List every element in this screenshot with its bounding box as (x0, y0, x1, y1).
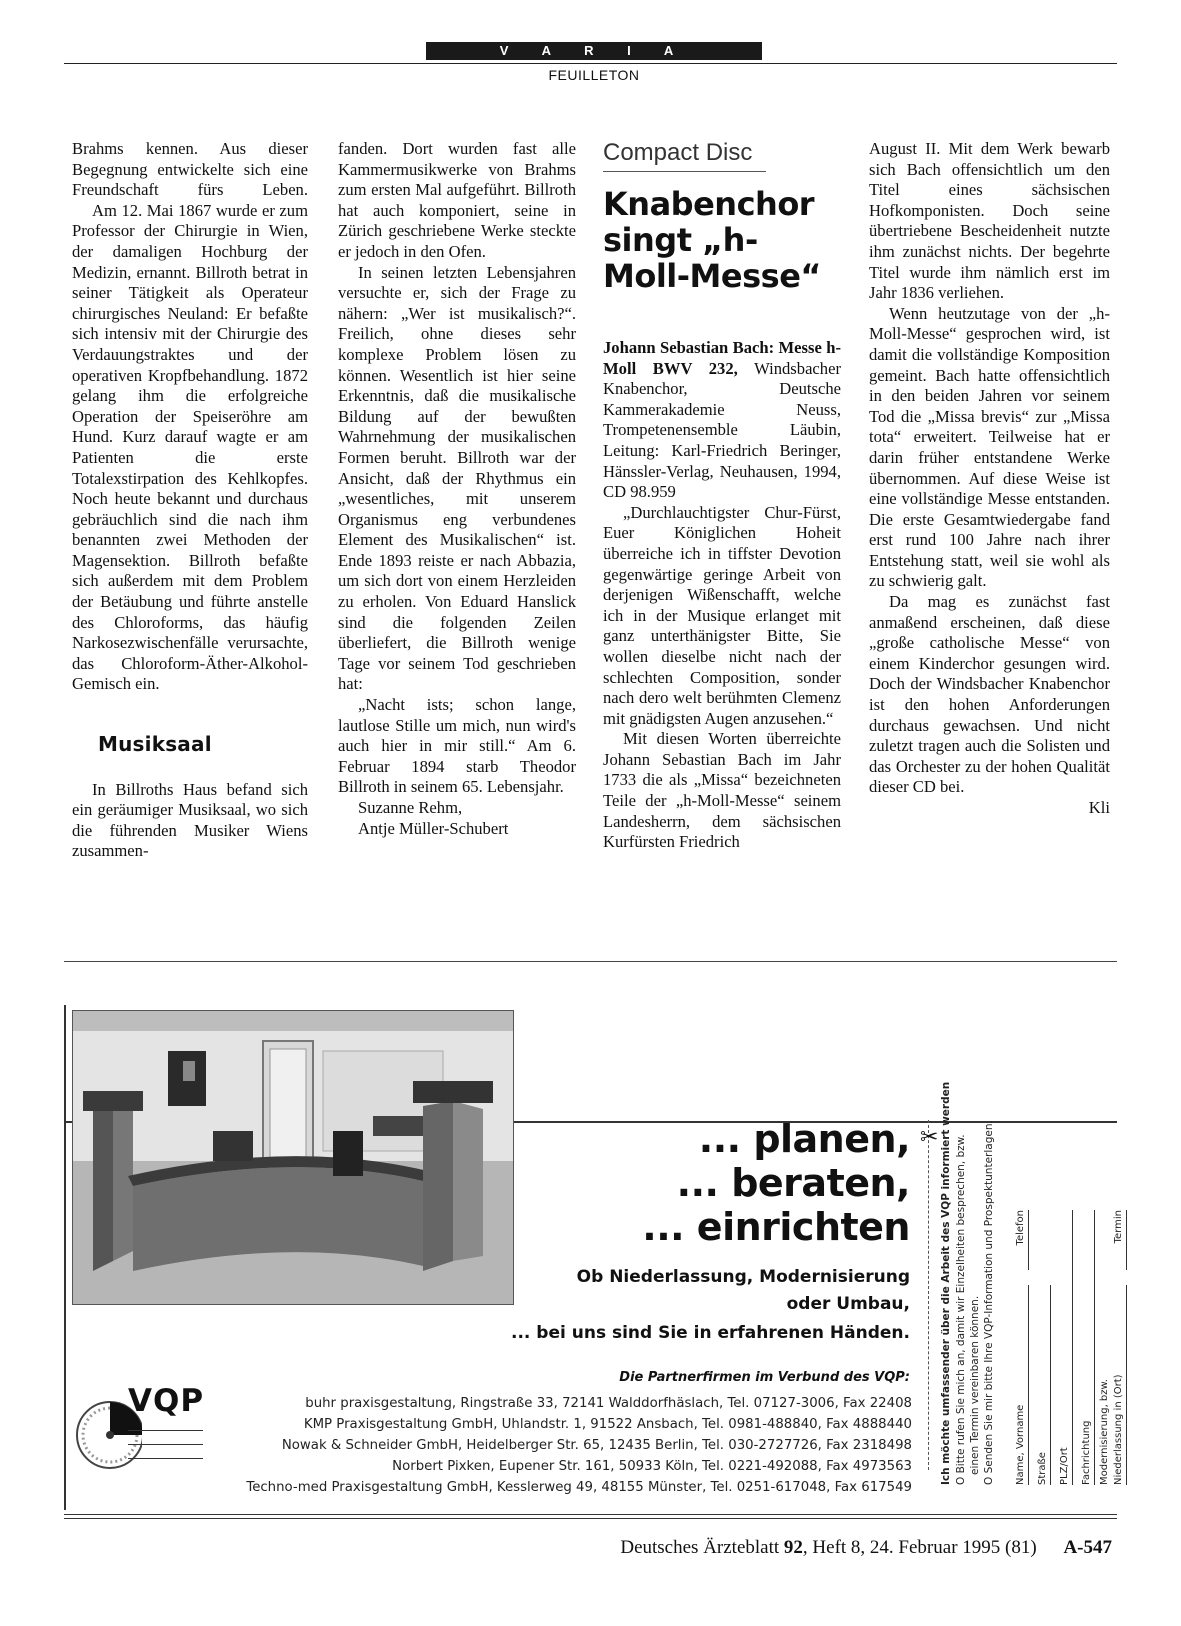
partner-list (225, 1393, 912, 1498)
ad-bottom-rule (64, 1514, 1117, 1515)
paragraph: Am 12. Mai 1867 wurde er zum Professor der Chirurgie in Wien, der damaligen Hochburg der Medizin, ernannt. Billroth betrat in seiner Tätigkeit als Operateur chirurgisches Neuland: Er befaßte sich intensiv mit der Chirurgie des Verdauungstraktes und der operativen Kropfbehandlung. 1872 gelang ihm die erfolgreiche Operation der Speiseröhre am Hund. Kurz darauf wagte er am Patienten die erste Totalexstirpation des Kehlkopfes. Noch heute bekannt und durchaus gebräuchlich sind die nach ihm benannten zwei Methoden der Magensektion. Billroth befaßte sich außerdem mit dem Problem der Betäubung und führte anstelle des Chloroforms, das häufig Narkosezwischenfälle verursachte, das Chloroform-Äther-Alkohol-Gemisch ein. (72, 200, 308, 694)
journal-name: Deutsches Ärzteblatt (620, 1537, 780, 1558)
paragraph: „Nacht ists; schon lange, lautlose Stille um mich, nun wird's auch hier in mir still.“ Am 6. Februar 1894 starb Theodor Billroth in seinem 65. Lebensjahr. (338, 695, 576, 797)
article-column-1 (72, 139, 308, 862)
ad-slogan-line-3: ... einrichten (642, 1205, 910, 1249)
author-line: Suzanne Rehm, (358, 798, 463, 817)
coupon-option[interactable]: O Bitte rufen Sie mich an, damit wir Einzelheiten besprechen, bzw. (955, 1134, 967, 1485)
ad-subline-1: Ob Niederlassung, Modernisierung (576, 1267, 910, 1287)
scissors-icon: ✂ (920, 1125, 939, 1150)
page-footer (560, 1537, 1112, 1559)
section-divider (64, 961, 1117, 962)
author-initials: Kli (1088, 798, 1110, 817)
modernization-label: Modernisierung, bzw. (1099, 1379, 1110, 1485)
coupon-option[interactable]: O Senden Sie mir bitte Ihre VQP-Information und Prospektunterlagen. (983, 1120, 995, 1485)
volume-number: 92 (783, 1537, 803, 1558)
paragraph: Da mag es zunächst fast anmaßend erscheinen, daß diese „große catholische Messe“ von einem Kinderchor gesungen wird. Doch der Windsbacher Knabenchor ist den hohen Anforderungen durchaus gewachsen. Und nicht zuletzt tragen auch die Solisten und das Orchester zu der hohen Qualität dieser CD bei. (869, 592, 1110, 797)
section-bar: V A R I A (426, 42, 762, 60)
paragraph: In Billroths Haus befand sich ein geräumiger Musiksaal, wo sich die führenden Musiker Wiens zusammen- (72, 779, 308, 861)
issue-info: , Heft 8, 24. Februar 1995 (81) (802, 1537, 1037, 1558)
city-field[interactable]: PLZ/Ort (1058, 1210, 1073, 1485)
name-field[interactable]: Name, Vorname (1014, 1285, 1029, 1485)
paragraph: August II. Mit dem Werk bewarb sich Bach offensichtlich um den Titel eines sächsischen Hofkomponisten. Doch seine übertriebene Bescheidenheit nutzte ihm zunächst nichts. Der begehrte Titel wurde ihm nämlich erst im Jahr 1836 verliehen. (869, 139, 1110, 303)
appointment-field[interactable]: Termin (1112, 1210, 1127, 1270)
vqp-logo-text: VQP (128, 1383, 205, 1419)
ad-bottom-rule-2 (64, 1518, 1117, 1519)
rubric-label: Compact Disc (603, 139, 753, 166)
paragraph: fanden. Dort wurden fast alle Kammermusikwerke von Brahms zum ersten Mal aufgeführt. Billroth hat auch komponiert, seine in Zürich geschriebene Werke steckte er jedoch in den Ofen. (338, 139, 576, 261)
article-headline: Knabenchor singt „h-Moll-Messe“ (603, 185, 821, 295)
paragraph: Wenn heutzutage von der „h-Moll-Messe“ gesprochen wird, ist damit die vollständige Komposition gemeint. Bach hatte offensichtlich in den beiden Jahren vor seinem Tod die „Missa brevis“ zur „Missa tota“ erweitert. Teilweise hat er darin früher entstandene Werke übernommen. Auf diese Weise ist eine vollständige Messe entstanden. Die erste Gesamtwiedergabe fand erst rund 100 Jahre nach ihrer Entstehung statt, weil sie wohl als zu schwierig galt. (869, 303, 1110, 591)
partner-entry: buhr praxisgestaltung, Ringstraße 33, 72141 Walddorfhäslach, Tel. 07127-3006, Fax 22408 (305, 1396, 912, 1411)
reply-coupon (938, 1081, 1124, 1485)
logo-lines (128, 1420, 203, 1462)
rubric-rule (603, 171, 766, 172)
paragraph: Brahms kennen. Aus dieser Begegnung entwickelte sich eine Freundschaft fürs Leben. (72, 139, 308, 200)
office-interior-image (73, 1011, 513, 1304)
ad-slogan-line-2: ... beraten, (676, 1161, 910, 1205)
coupon-cut-line (928, 1120, 929, 1470)
ad-subline-3: ... bei uns sind Sie in erfahrenen Händen. (511, 1323, 910, 1343)
header-rule (64, 63, 1117, 64)
article-column-4 (869, 139, 1110, 819)
subsection-label: FEUILLETON (548, 67, 640, 83)
partner-entry: Nowak & Schneider GmbH, Heidelberger Str. 65, 12435 Berlin, Tel. 030-2727726, Fax 2318498 (281, 1438, 912, 1453)
specialty-field[interactable]: Fachrichtung (1080, 1210, 1095, 1485)
coupon-rotated (938, 1081, 1124, 1485)
paragraph: In seinen letzten Lebensjahren versuchte er, sich der Frage zu nähern: „Wer ist musikalisch?“. Freilich, ohne dieses sehr komplexe Problem lösen zu können. Wesentlich ist hier seine Erkenntnis, daß die musikalische Bildung auf der bewußten Wahrnehmung der musikalischen Formen beruht. Billroth war der Ansicht, daß der Rhythmus ein „wesentliches, mit unserem Organismus eng verbundenes Element des Musikalischen“ ist. Ende 1893 reiste er nach Abbazia, um sich dort von einem Herzleiden zu erholen. Von Eduard Hanslick sind die folgenden Zeilen überliefert, die Billroth wenige Tage vor seinem Tod geschrieben hat: (338, 262, 576, 694)
author-line: Antje Müller-Schubert (358, 818, 509, 838)
location-field[interactable]: Niederlassung in (Ort) (1112, 1285, 1127, 1485)
partner-entry: KMP Praxisgestaltung GmbH, Uhlandstr. 1, 91522 Ansbach, Tel. 0981-488840, Fax 4888440 (303, 1417, 912, 1432)
logo-line (128, 1420, 203, 1431)
paragraph: Mit diesen Worten überreichte Johann Sebastian Bach im Jahr 1733 die als „Missa“ bezeichneten Teile der „h-Moll-Messe“ seinem Landesherrn, dem sächsischen Kurfürsten Friedrich (603, 729, 841, 852)
coupon-title: Ich möchte umfassender über die Arbeit des VQP informiert werden (940, 1081, 952, 1485)
street-field[interactable]: Straße (1036, 1285, 1051, 1485)
subheading: Musiksaal (98, 732, 212, 757)
partner-entry: Norbert Pixken, Eupener Str. 161, 50933 Köln, Tel. 0221-492088, Fax 4973563 (392, 1459, 912, 1474)
phone-field[interactable]: Telefon (1014, 1210, 1029, 1270)
page-number: A-547 (1063, 1537, 1112, 1558)
logo-line (128, 1434, 203, 1445)
article-column-3 (603, 139, 841, 853)
ad-border (64, 1005, 66, 1510)
article-column-2 (338, 139, 576, 839)
coupon-option-cont: einen Termin vereinbaren können. (969, 1295, 981, 1475)
partner-entry: Techno-med Praxisgestaltung GmbH, Kesslerweg 49, 48155 Münster, Tel. 0251-617048, Fax 617549 (246, 1480, 912, 1495)
cd-details: Windsbacher Knabenchor, Deutsche Kammerakademie Neuss, Trompetenensemble Läubin, Leitung: Karl-Friedrich Beringer, Hänssler-Verlag, Neuhausen, 1994, CD 98.959 (603, 358, 841, 502)
partner-heading: Die Partnerfirmen im Verbund des VQP: (619, 1370, 910, 1385)
cd-info (603, 338, 841, 503)
logo-line (128, 1448, 203, 1459)
cd-title: Johann Sebastian Bach: Messe h-Moll BWV 232, (603, 338, 841, 378)
ad-slogan-line-1: ... planen, (698, 1117, 910, 1161)
ad-subline-2: oder Umbau, (786, 1294, 910, 1314)
paragraph: „Durchlauchtigster Chur-Fürst, Euer Königlichen Hoheit überreiche ich in tiffster Devotion gegenwärtige geringe Arbeit von derjenigen Wißenschafft, welche ich in der Musique erlanget mit ganz unterthänigster Bitte, Sie wollen dieselbe nicht nach der schlechten Composition, sonder nach dero welt berühmten Clemenz mit gnädigsten Augen anzusehen.“ (603, 502, 841, 728)
office-photo (72, 1010, 514, 1305)
